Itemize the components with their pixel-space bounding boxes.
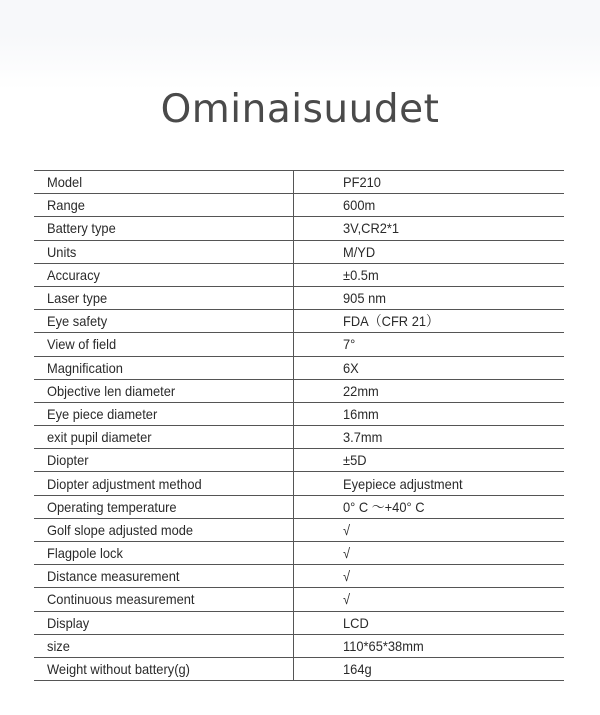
spec-row (34, 310, 564, 333)
spec-name: Flagpole lock (47, 545, 123, 562)
spec-value-cell (293, 286, 564, 309)
spec-name: Units (47, 243, 77, 260)
spec-name-cell (34, 402, 293, 425)
page-title: Ominaisuudet (160, 87, 440, 132)
spec-row (34, 379, 564, 402)
spec-value: 3.7mm (342, 429, 382, 446)
spec-name: View of field (47, 336, 117, 353)
spec-value: 7° (342, 336, 355, 353)
spec-row (34, 495, 564, 518)
spec-value: 16mm (342, 405, 379, 422)
spec-name: Magnification (47, 359, 123, 376)
spec-name: Diopter (47, 452, 89, 469)
spec-table (34, 170, 564, 681)
spec-value: 0° C ～+40° C (342, 498, 425, 515)
spec-name-cell (34, 518, 293, 541)
spec-name-cell (34, 542, 293, 565)
spec-name: Model (47, 174, 83, 191)
spec-value: 110*65*38mm (342, 637, 424, 654)
spec-value-cell (293, 657, 564, 680)
spec-row (34, 286, 564, 309)
spec-name-cell (34, 379, 293, 402)
spec-name: Continuous measurement (47, 591, 195, 608)
spec-value-cell (293, 426, 564, 449)
spec-name: Range (47, 197, 85, 214)
spec-name-cell (34, 588, 293, 611)
spec-name: Golf slope adjusted mode (47, 521, 194, 538)
spec-value: √ (342, 568, 350, 585)
spec-value-cell (293, 542, 564, 565)
spec-name: Eye piece diameter (47, 405, 158, 422)
spec-name: exit pupil diameter (47, 429, 152, 446)
spec-value: M/YD (342, 243, 375, 260)
spec-value-cell (293, 634, 564, 657)
spec-name: Display (47, 614, 90, 631)
spec-value-cell (293, 565, 564, 588)
spec-name-cell (34, 310, 293, 333)
spec-value-cell (293, 217, 564, 240)
spec-name-cell (34, 449, 293, 472)
spec-name: Eye safety (47, 313, 108, 330)
spec-value: 164g (342, 661, 372, 678)
spec-value: 6X (342, 359, 359, 376)
spec-value: √ (342, 545, 350, 562)
spec-value-cell (293, 449, 564, 472)
spec-row (34, 402, 564, 425)
spec-name-cell (34, 495, 293, 518)
spec-value-cell (293, 611, 564, 634)
spec-name-cell (34, 472, 293, 495)
spec-value: ±5D (342, 452, 367, 469)
spec-row (34, 194, 564, 217)
spec-row (34, 217, 564, 240)
spec-value-cell (293, 518, 564, 541)
spec-name-cell (34, 634, 293, 657)
spec-name: Weight without battery(g) (47, 661, 190, 678)
spec-name: Laser type (47, 290, 108, 307)
spec-value-cell (293, 310, 564, 333)
spec-value-cell (293, 240, 564, 263)
spec-value-cell (293, 194, 564, 217)
spec-name-cell (34, 565, 293, 588)
spec-value: 3V,CR2*1 (342, 220, 399, 237)
spec-value: 600m (342, 197, 375, 214)
spec-value: √ (342, 591, 350, 608)
spec-value-cell (293, 263, 564, 286)
spec-name-cell (34, 333, 293, 356)
spec-value-cell (293, 472, 564, 495)
spec-value: LCD (342, 614, 369, 631)
spec-row (34, 263, 564, 286)
spec-value: 905 nm (342, 290, 386, 307)
spec-value: √ (342, 521, 350, 538)
spec-name: Accuracy (47, 266, 100, 283)
spec-row (34, 542, 564, 565)
spec-value-cell (293, 379, 564, 402)
spec-name-cell (34, 217, 293, 240)
spec-name: size (47, 637, 70, 654)
spec-value-cell (293, 588, 564, 611)
spec-row (34, 449, 564, 472)
spec-row (34, 472, 564, 495)
spec-name-cell (34, 286, 293, 309)
spec-row (34, 657, 564, 680)
spec-row (34, 611, 564, 634)
spec-row (34, 356, 564, 379)
spec-value-cell (293, 356, 564, 379)
spec-row (34, 565, 564, 588)
spec-name-cell (34, 611, 293, 634)
spec-name-cell (34, 171, 293, 194)
spec-row (34, 588, 564, 611)
spec-row (34, 171, 564, 194)
spec-value: FDA（CFR 21） (342, 313, 439, 330)
spec-name-cell (34, 356, 293, 379)
spec-name: Objective len diameter (47, 382, 176, 399)
spec-name: Diopter adjustment method (47, 475, 202, 492)
spec-row (34, 634, 564, 657)
spec-name: Distance measurement (47, 568, 180, 585)
spec-name-cell (34, 426, 293, 449)
spec-name: Operating temperature (47, 498, 177, 515)
spec-value: 22mm (342, 382, 379, 399)
spec-row (34, 240, 564, 263)
spec-value-cell (293, 171, 564, 194)
spec-value-cell (293, 402, 564, 425)
spec-value: ±0.5m (342, 266, 379, 283)
spec-name-cell (34, 657, 293, 680)
spec-row (34, 518, 564, 541)
spec-name-cell (34, 240, 293, 263)
spec-name: Battery type (47, 220, 116, 237)
spec-name-cell (34, 263, 293, 286)
spec-row (34, 333, 564, 356)
spec-value-cell (293, 495, 564, 518)
spec-row (34, 426, 564, 449)
spec-name-cell (34, 194, 293, 217)
spec-value: Eyepiece adjustment (342, 475, 463, 492)
spec-value-cell (293, 333, 564, 356)
spec-value: PF210 (342, 174, 381, 191)
